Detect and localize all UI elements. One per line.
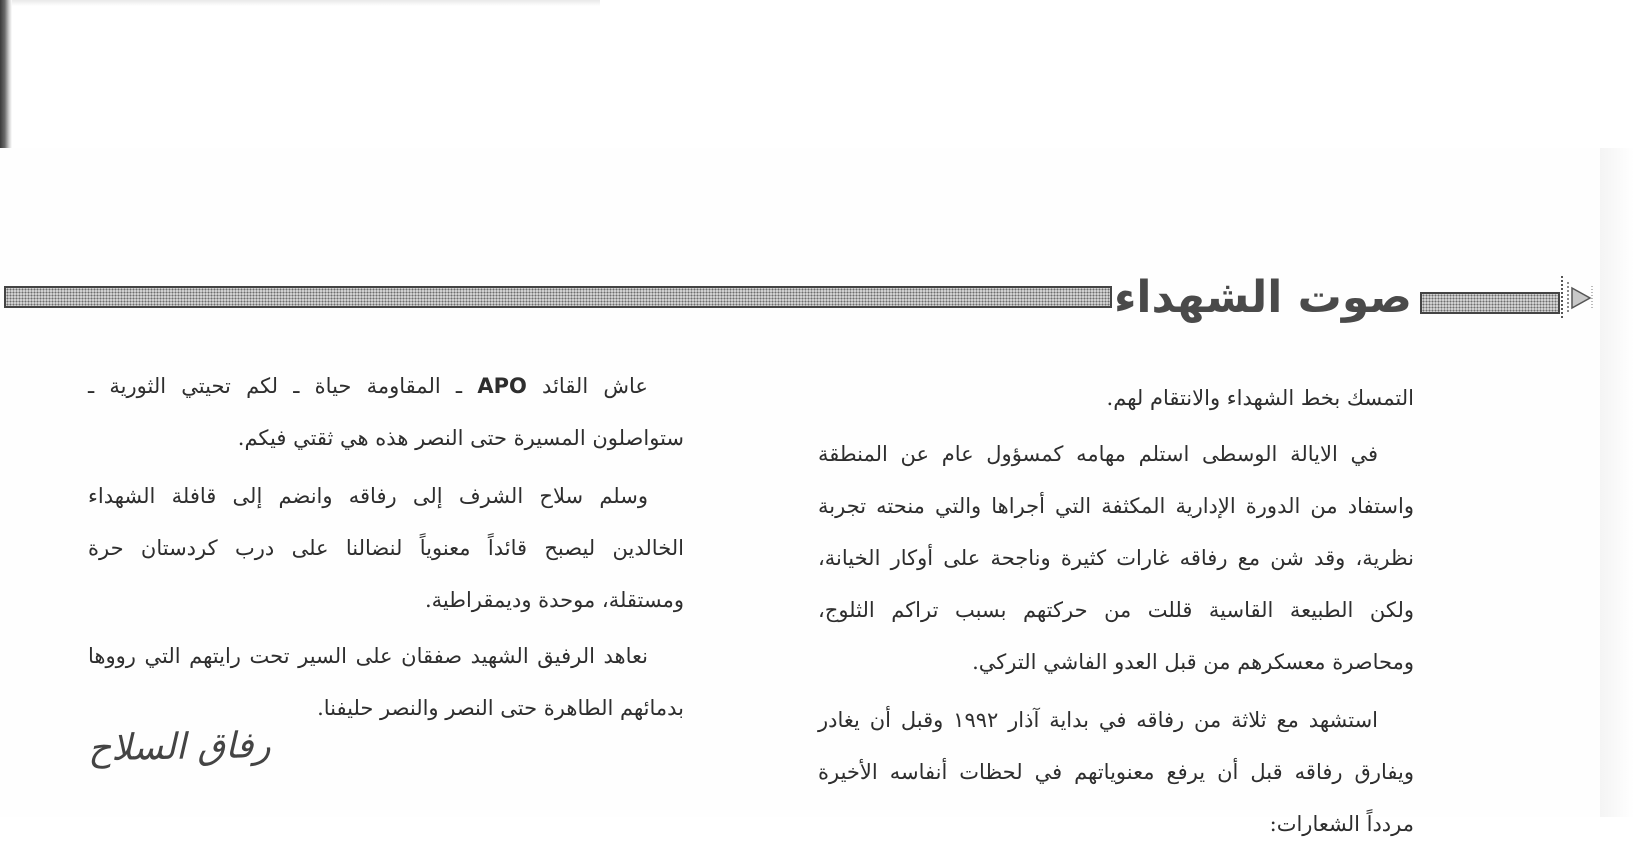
slogan-paragraph xyxy=(88,360,684,464)
scanner-edge xyxy=(0,0,12,148)
header-rule-right xyxy=(1420,292,1560,314)
signature: رفاق السلاح xyxy=(87,725,272,770)
paragraph: استشهد مع ثلاثة من رفاقه في بداية آذار ١٩٩٢ وقبل أن يغادر ويفارق رفاقه قبل أن يرفع معنوياتهم في لحظات أنفاسه الأخيرة مردداً الشعارات: xyxy=(818,708,1414,836)
leader-name: APO xyxy=(477,374,527,398)
paragraph: نعاهد الرفيق الشهيد صفقان على السير تحت رايتهم التي رووها بدمائهم الطاهرة حتى النصر والنصر حليفنا. xyxy=(88,644,684,720)
slogan-prefix: عاش القائد xyxy=(542,374,648,398)
section-title: صوت الشهداء xyxy=(1113,272,1412,323)
right-column xyxy=(818,372,1414,836)
paragraph: في الايالة الوسطى استلم مهامه كمسؤول عام عن المنطقة واستفاد من الدورة الإدارية المكثفة التي أجراها والتي منحته تجربة نظرية، وقد شن مع رفاقه غارات كثيرة وناجحة على أوكار الخيانة، ولكن الطبيعة القاسية قللت من حركتهم بسبب تراكم الثلوج، ومحاصرة معسكرهم من قبل العدو الفاشي التركي. xyxy=(818,442,1414,674)
slogan-suffix: ـ المقاومة حياة ـ لكم تحيتي الثورية ـ ستواصلون المسيرة حتى النصر هذه هي ثقتي فيكم. xyxy=(88,374,684,450)
paragraph: التمسك بخط الشهداء والانتقام لهم. xyxy=(1106,386,1414,410)
scanner-margin xyxy=(0,0,1634,148)
page-edge xyxy=(1600,148,1634,817)
paragraph: وسلم سلاح الشرف إلى رفاقه وانضم إلى قافلة الشهداء الخالدين ليصبح قائداً معنوياً لنضالنا على درب كردستان حرة ومستقلة، موحدة وديمقراطية. xyxy=(88,484,684,612)
left-column xyxy=(88,360,684,734)
scanner-shadow xyxy=(0,0,600,6)
header-rule-left xyxy=(4,286,1112,308)
rule-end-ornament-icon xyxy=(1560,272,1600,324)
